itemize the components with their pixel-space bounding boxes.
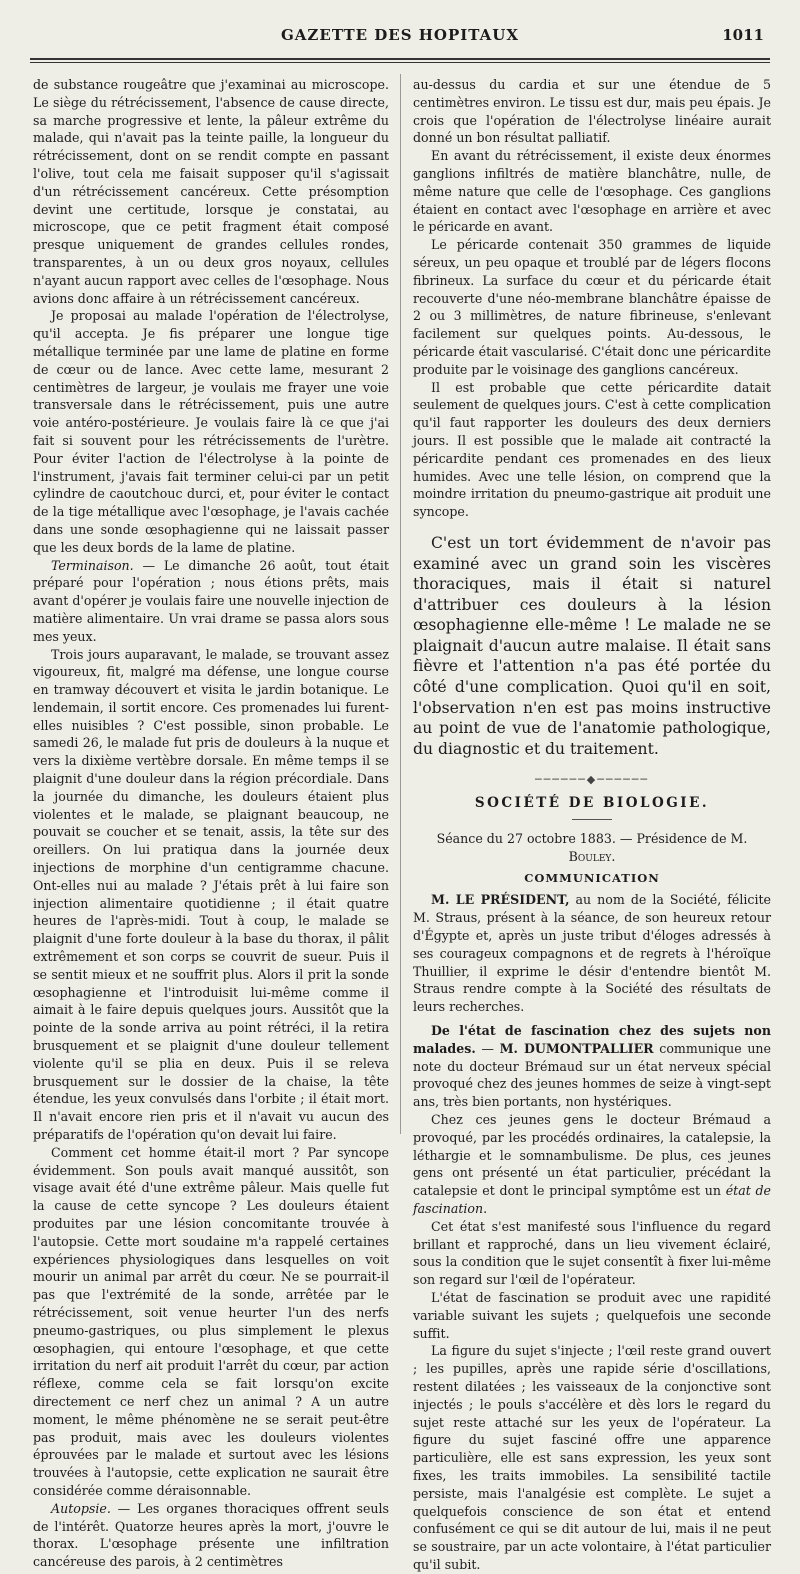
speaker-name: M. LE PRÉSIDENT, [431, 892, 570, 908]
paragraph: La figure du sujet s'injecte ; l'œil reste grand ouvert ; les pupilles, après une rapide série d'oscillations, restent dilatées ; les vaisseaux de la conjonctive sont injectés ; le pouls s'accélère et dès lors le regard du sujet reste attaché sur les yeux de l'opérateur. La figure du sujet fasciné offre une apparence particulière, elle est sans expression, les yeux sont fixes, les traits immobiles. La sensibilité tactile persiste, mais l'analgésie est complète. Le sujet a quelquefois conscience de son état et entend confusément ce qui se dit autour de lui, mais il ne peut se soustraire, par un acte volontaire, à l'état particulier qu'il subit. [413, 1343, 771, 1572]
paragraph-label: Autopsie. [51, 1500, 111, 1516]
paragraph: Comment cet homme était-il mort ? Par syncope évidemment. Son pouls avait manqué aussitôt, son visage avait été d'une extrême pâleur. Mais quelle fut la cause de cette syncope ? Les douleurs étaient produites par une lésion concomitante trouvée à l'autopsie. Cette mort soudaine m'a rappelé certaines expériences physiologiques dans lesquelles on voit mourir un animal par arrêt du cœur. Ne se pourrait-il pas que l'extrémité de la sonde, arrêtée par le rétrécissement, soit venue heurter l'un des nerfs pneumo-gastriques, ou plus simplement le plexus œsophagien, qui entoure l'œsophage, et que cette irritation du nerf ait produit l'arrêt du cœur, par action réflexe, comme cela se fait lorsqu'on excite directement ce nerf chez un animal ? A un autre moment, le même phénomène ne se serait peut-être pas produit, mais avec les douleurs violentes éprouvées par le malade et surtout avec les lésions trouvées à l'autopsie, cette explication ne saurait être considérée comme déraisonnable. [33, 1144, 389, 1498]
communication-title: COMMUNICATION [524, 870, 660, 885]
page-header [0, 26, 800, 46]
paragraph-end: . [483, 1200, 488, 1216]
paragraph: au-dessus du cardia et sur une étendue de 5 centimètres environ. Le tissu est dur, mais peu épais. Je crois que l'opération de l'électrolyse linéaire aurait donné un bon résultat palliatif. [413, 77, 771, 146]
session-suffix: . [611, 848, 616, 864]
left-column [33, 76, 389, 1571]
paragraph: Je proposai au malade l'opération de l'électrolyse, qu'il accepta. Je fis préparer une longue tige métallique terminée par une lame de platine en forme de cœur ou de lance. Avec cette lame, mesurant 2 centimètres de largeur, je voulais me frayer une voie transversale dans le rétrécissement, puis une autre voie antéro-postérieure. Je voulais faire là ce que j'ai fait si souvent pour les rétrécissements de l'urètre. Pour éviter l'action de l'électrolyse à la pointe de l'instrument, j'avais fait terminer celui-ci par un petit cylindre de caoutchouc durci, et, pour éviter le contact de la tige métallique avec l'œsophage, je l'avais cachée dans une sonde œsophagienne qui ne laissait passer que les deux bords de la lame de platine. [33, 308, 389, 555]
paragraph-text: Chez ces jeunes gens le docteur Brémaud a provoqué, par les procédés ordinaires, la catalepsie, la léthargie et le somnambulisme. De plus, ces jeunes gens ont présenté un état particulier, précédant la catalepsie et dont le principal symptôme est un [413, 1112, 771, 1199]
dash: — [475, 1040, 500, 1056]
right-column [413, 76, 771, 1574]
paragraph-text: communique une note du docteur Brémaud sur un état nerveux spécial provoqué chez des jeunes hommes de seize à vingt-sept ans, très bien portants, non hystériques. [413, 1040, 772, 1110]
short-rule [572, 819, 612, 820]
page-number: 1011 [722, 26, 764, 44]
lead-paragraph: C'est un tort évidemment de n'avoir pas examiné avec un grand soin les viscères thoraciques, mais il était si naturel d'attribuer ces douleurs à la lésion œsophagienne elle-même ! Le malade ne se plaignait d'aucun autre malaise. Il était sans fièvre et l'attention n'a pas été portée du côté d'une complication. Quoi qu'il en soit, l'observation n'en est pas moins instructive au point de vue de l'anatomie pathologique, du diagnostic et du traitement. [413, 533, 771, 758]
paragraph [413, 1111, 771, 1218]
running-title: GAZETTE DES HOPITAUX [280, 26, 519, 44]
speaker-name: M. DUMONTPALLIER [499, 1040, 654, 1056]
paragraph: Trois jours auparavant, le malade, se trouvant assez vigoureux, fit, malgré ma défense, une longue course en tramway découvert et visita le jardin botanique. Le lendemain, il sortit encore. Ces promenades lui furent-elles nuisibles ? C'est possible, sinon probable. Le samedi 26, le malade fut pris de douleurs à la nuque et vers la dixième vertèbre dorsale. En même temps il se plaignit d'une douleur dans la région précordiale. Dans la journée du dimanche, les douleurs étaient plus violentes et le malade, se plaignant beaucoup, ne pouvait se coucher et se tenait, assis, la tête sur des oreillers. On lui pratiqua dans la journée deux injections de morphine d'un centigramme chacune. Ont-elles nui au malade ? J'étais prêt à lui faire son injection alimentaire quotidienne ; il était quatre heures de l'après-midi. Tout à coup, le malade se plaignit d'une forte douleur à la base du thorax, il pâlit extrêmement et son corps se couvrit de sueur. Puis il se sentit mieux et ne souffrit plus. Alors il prit la sonde œsophagienne et l'introduisit lui-même comme il aimait à le faire depuis quelques jours. Aussitôt que la pointe de la sonde arriva au point rétréci, il la retira brusquement et se plaignit d'une douleur tellement violente qu'il se plia en deux. Puis il se releva brusquement sur le dossier de la chaise, la tête étendue, les yeux convulsés dans l'orbite ; il était mort. Il n'avait encore rien pris et il n'avait vu aucun des préparatifs de l'opération qu'on devait lui faire. [33, 646, 389, 1143]
paragraph [33, 1500, 389, 1571]
header-rule-thick [30, 58, 770, 60]
paragraph: Il est probable que cette péricardite datait seulement de quelques jours. C'est à cette complication qu'il faut rapporter les douleurs des deux derniers jours. Il est possible que le malade ait contracté la péricardite pendant ces promenades en des lieux humides. Avec une telle lésion, on comprend que la moindre irritation du pneumo-gastrique ait produit une syncope. [413, 379, 771, 520]
paragraph-text: — Le dimanche 26 août, tout était préparé pour l'opération ; nous étions prêts, mais avant d'opérer je voulais faire une nouvelle injection de matière alimentaire. Un vrai drame se passa alors sous mes yeux. [33, 557, 389, 644]
subsection-title: De l'état de fascination chez des sujets non malades. [413, 1023, 771, 1056]
session-text: Séance du 27 octobre 1883. — Présidence de M. [436, 831, 748, 847]
paragraph: de substance rougeâtre que j'examinai au microscope. Le siège du rétrécissement, l'absence de cause directe, sa marche progressive et lente, la pâleur extrême du malade, qui n'avait pas la teinte paille, la longueur du rétrécissement, dont on se rendit compte en passant l'olive, tout cela me faisait supposer qu'il s'agissait d'un rétrécissement cancéreux. Cette présomption devint une certitude, lorsque je constatai, au microscope, que ce petit fragment était composé presque uniquement de grandes cellules rondes, transparentes, à un ou deux gros noyaux, cellules n'ayant aucun rapport avec celles de l'œsophage. Nous avions donc affaire à un rétrécissement cancéreux. [33, 77, 389, 306]
paragraph [33, 557, 389, 646]
paragraph-text: — Les organes thoraciques offrent seuls de l'intérêt. Quatorze heures après la mort, j'ouvre le thorax. L'œsophage présente une infiltration cancéreuse des parois, à 2 centimètres [33, 1500, 389, 1570]
italic-term: état de fascination [413, 1183, 771, 1216]
paragraph: En avant du rétrécissement, il existe deux énormes ganglions infiltrés de matière blanchâtre, nulle, de même nature que celle de l'œsophage. Ces ganglions étaient en contact avec l'œsophage en arrière et avec le péricarde en avant. [413, 148, 771, 235]
session-line [413, 830, 771, 866]
paragraph-text: au nom de la Société, félicite M. Straus, présent à la séance, de son heureux retour d'Égypte et, après un juste tribut d'éloges adressés à ses courageux compagnons et de regrets à l'héroïque Thuillier, il exprime le désir d'entendre bientôt M. Straus rendre compte à la Société des résultats de leurs recherches. [413, 892, 771, 1015]
paragraph: Le péricarde contenait 350 grammes de liquide séreux, un peu opaque et troublé par de légers flocons fibrineux. La surface du cœur et du péricarde était recouverte d'une néo-membrane blanchâtre épaisse de 2 ou 3 millimètres, de nature fibrineuse, s'enlevant facilement sur quelques points. Au-dessous, le péricarde était vascularisé. C'était donc une péricardite produite par le voisinage des ganglions cancéreux. [413, 237, 771, 377]
session-president: Bouley [568, 848, 612, 864]
column-divider [400, 74, 401, 1134]
header-rule-thin [30, 62, 770, 63]
ornament-divider: ──────◆────── [535, 773, 649, 787]
paragraph [413, 891, 771, 1016]
paragraph: Cet état s'est manifesté sous l'influence du regard brillant et rapproché, dans un lieu vivement éclairé, sous la condition que le sujet consentît à fixer lui-même son regard sur l'œil de l'opérateur. [413, 1218, 771, 1288]
paragraph-label: Terminaison. [51, 557, 134, 573]
paragraph [413, 1022, 771, 1111]
section-title: SOCIÉTÉ DE BIOLOGIE. [474, 795, 710, 812]
paragraph: L'état de fascination se produit avec une rapidité variable suivant les sujets ; quelquefois une seconde suffit. [413, 1289, 771, 1341]
